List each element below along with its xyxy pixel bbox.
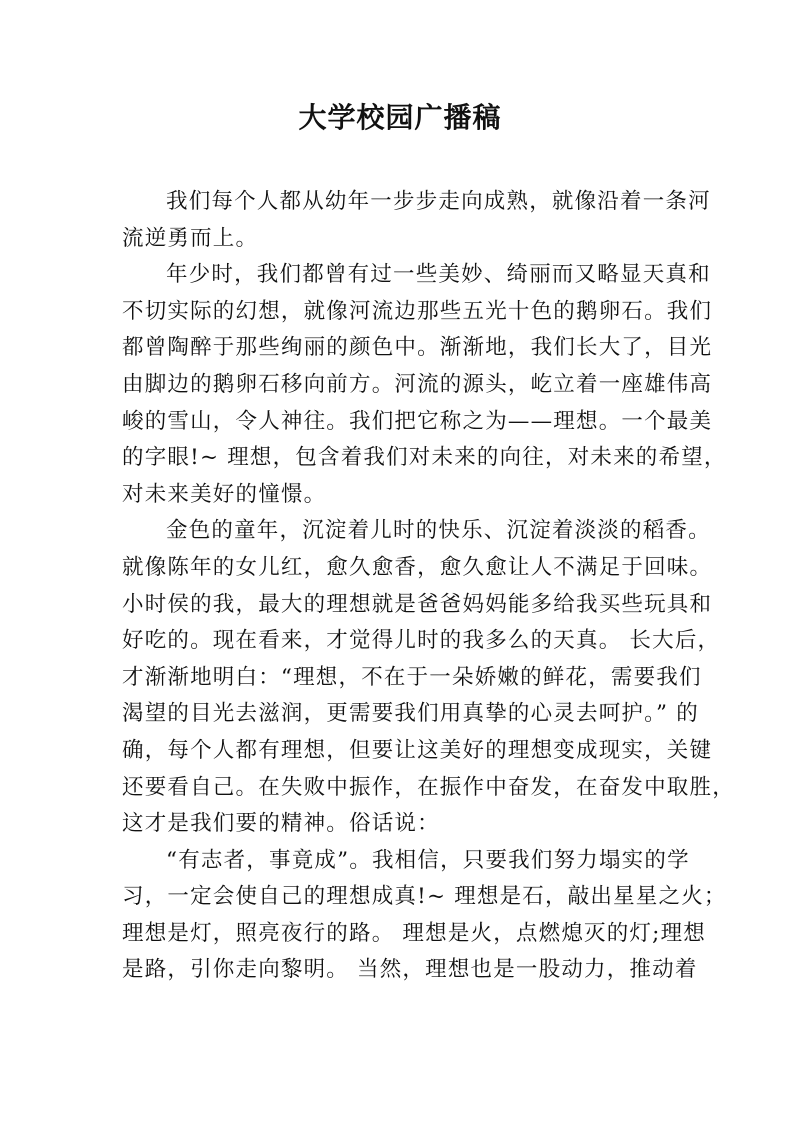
paragraph-line: 小时侯的我，最大的理想就是爸爸妈妈能多给我买些玩具和: [122, 591, 713, 617]
paragraph-line: 好吃的。现在看来，才觉得儿时的我多么的天真。 长大后，: [122, 628, 721, 654]
paragraph-line: 才渐渐地明白：“理想，不在于一朵娇嫩的鲜花，需要我们: [122, 664, 702, 690]
paragraph-line: 这才是我们要的精神。俗话说：: [122, 811, 440, 837]
paragraph-line: 就像陈年的女儿红，愈久愈香，愈久愈让人不满足于回味。: [122, 554, 713, 580]
paragraph-line: 流逆勇而上。: [122, 225, 259, 251]
document-title: 大学校园广播稿: [298, 101, 502, 134]
paragraph-line: 峻的雪山，令人神往。我们把它称之为——理想。一个最美: [122, 408, 713, 434]
paragraph-line: 金色的童年，沉淀着儿时的快乐、沉淀着淡淡的稻香。: [166, 518, 711, 544]
paragraph-line: 都曾陶醉于那些绚丽的颜色中。渐渐地，我们长大了，目光: [122, 335, 713, 361]
paragraph-line: 渴望的目光去滋润，更需要我们用真挚的心灵去呵护。” 的: [122, 701, 699, 727]
paragraph-line: 年少时，我们都曾有过一些美妙、绮丽而又略显天真和: [166, 262, 711, 288]
document-body: [122, 184, 735, 989]
paragraph-line: 理想是灯，照亮夜行的路。 理想是火，点燃熄灭的灯;理想: [122, 920, 706, 946]
paragraph-line: 由脚边的鹅卵石移向前方。河流的源头，屹立着一座雄伟高: [122, 371, 713, 397]
paragraph-line: 确，每个人都有理想，但要让这美好的理想变成现实，关键: [122, 737, 713, 763]
paragraph-line: 习，一定会使自己的理想成真!~ 理想是石，敲出星星之火；: [122, 884, 727, 910]
paragraph-line: 的字眼!~ 理想，包含着我们对未来的向往，对未来的希望，: [122, 445, 727, 471]
paragraph-line: 还要看自己。在失败中振作，在振作中奋发，在奋发中取胜，: [122, 774, 735, 800]
paragraph-line: “有志者，事竟成”。我相信，只要我们努力塌实的学: [166, 847, 690, 873]
paragraph-line: 我们每个人都从幼年一步步走向成熟，就像沿着一条河: [166, 189, 711, 214]
paragraph-line: 是路，引你走向黎明。 当然，理想也是一股动力，推动着: [122, 957, 698, 983]
paragraph-line: 对未来美好的憧憬。: [122, 481, 327, 507]
paragraph-line: 不切实际的幻想，就像河流边那些五光十色的鹅卵石。我们: [122, 298, 713, 324]
